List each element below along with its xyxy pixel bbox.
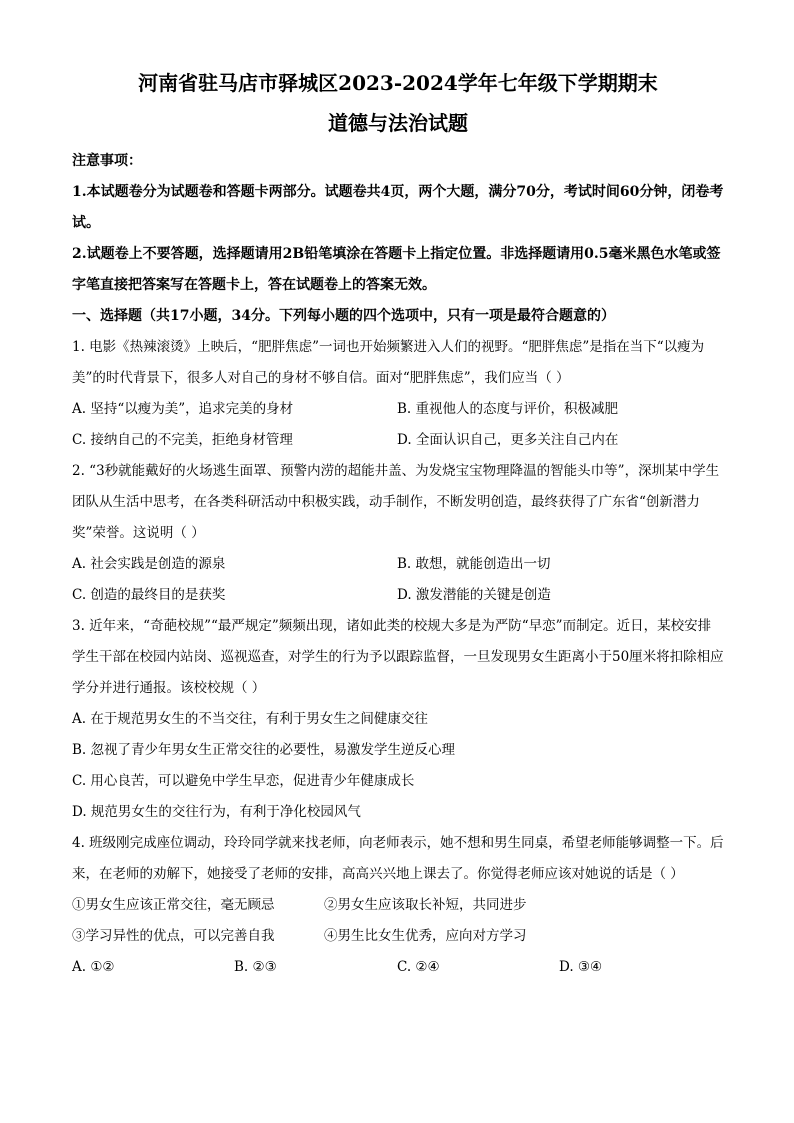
option-b: B. 重视他人的态度与评价，积极减肥 xyxy=(397,401,619,417)
question-stem: 2. “3秒就能戴好的火场逃生面罩、预警内涝的超能井盖、为发烧宝宝物理降温的智能头巾等”，深圳某中学生团队从生活中思考，在各类科研活动中积极实践，动手制作，不断发明创造，最终获得了广东省“创新潜力奖”荣誉。这说明（ ） xyxy=(72,463,720,541)
question-1 xyxy=(72,332,724,456)
notes-item-1: 1.本试题卷分为试题卷和答题卡两部分。试题卷共4页，两个大题，满分70分，考试时间60分钟，闭卷考试。 xyxy=(72,184,724,231)
options xyxy=(72,394,724,456)
option-d: D. 规范男女生的交往行为，有利于净化校园风气 xyxy=(72,804,361,820)
options xyxy=(72,952,724,983)
question-2 xyxy=(72,456,724,611)
option-a: A. 坚持“以瘦为美”，追求完美的身材 xyxy=(72,401,294,417)
statement-3: ③学习异性的优点，可以完善自我 xyxy=(72,928,275,944)
statements xyxy=(72,890,724,952)
question-4 xyxy=(72,828,724,983)
notes-item-2: 2.试题卷上不要答题，选择题请用2B铅笔填涂在答题卡上指定位置。非选择题请用0.5毫米黑色水笔或签字笔直接把答案写在答题卡上，答在试题卷上的答案无效。 xyxy=(72,246,721,293)
option-b: B. ②③ xyxy=(234,959,277,975)
notes-heading: 注意事项： xyxy=(72,153,142,169)
question-3 xyxy=(72,611,724,828)
option-b: B. 敢想，就能创造出一切 xyxy=(397,556,551,572)
option-c: C. 创造的最终目的是获奖 xyxy=(72,587,226,603)
option-d: D. ③④ xyxy=(559,959,603,975)
option-a: A. 在于规范男女生的不当交往，有利于男女生之间健康交往 xyxy=(72,711,428,727)
exam-title: 河南省驻马店市驿城区2023-2024学年七年级下学期期末 xyxy=(138,71,658,95)
statement-2: ②男女生应该取长补短，共同进步 xyxy=(324,897,527,913)
question-stem: 3. 近年来，“奇葩校规”“最严规定”频频出现，诸如此类的校规大多是为严防“早恋”而制定。近日，某校安排学生干部在校园内站岗、巡视巡查，对学生的行为予以跟踪监督，一旦发现男女生距离小于50厘米将扣除相应学分并进行通报。该校校规（ ） xyxy=(72,618,724,696)
question-stem: 4. 班级刚完成座位调动，玲玲同学就来找老师，向老师表示，她不想和男生同桌，希望老师能够调整一下。后来，在老师的劝解下，她接受了老师的安排，高高兴兴地上课去了。你觉得老师应该对她说的话是（ ） xyxy=(72,835,724,882)
question-stem: 1. 电影《热辣滚烫》上映后，“肥胖焦虑”一词也开始频繁进入人们的视野。“肥胖焦虑”是指在当下“以瘦为美”的时代背景下，很多人对自己的身材不够自信。面对“肥胖焦虑”，我们应当（ ） xyxy=(72,339,705,386)
option-c: C. 用心良苦，可以避免中学生早恋，促进青少年健康成长 xyxy=(72,773,415,789)
option-d: D. 激发潜能的关键是创造 xyxy=(397,587,551,603)
option-b: B. 忽视了青少年男女生正常交往的必要性，易激发学生逆反心理 xyxy=(72,742,456,758)
option-c: C. 接纳自己的不完美，拒绝身材管理 xyxy=(72,432,293,448)
option-c: C. ②④ xyxy=(397,959,440,975)
options xyxy=(72,549,724,611)
statement-4: ④男生比女生优秀，应向对方学习 xyxy=(324,928,527,944)
statement-1: ①男女生应该正常交往，毫无顾忌 xyxy=(72,897,275,913)
option-d: D. 全面认识自己，更多关注自己内在 xyxy=(397,432,619,448)
option-a: A. ①② xyxy=(72,959,115,975)
exam-subject: 道德与法治试题 xyxy=(328,111,468,135)
option-a: A. 社会实践是创造的源泉 xyxy=(72,556,226,572)
section-heading: 一、选择题（共17小题，34分。下列每小题的四个选项中，只有一项是最符合题意的） xyxy=(72,308,615,324)
